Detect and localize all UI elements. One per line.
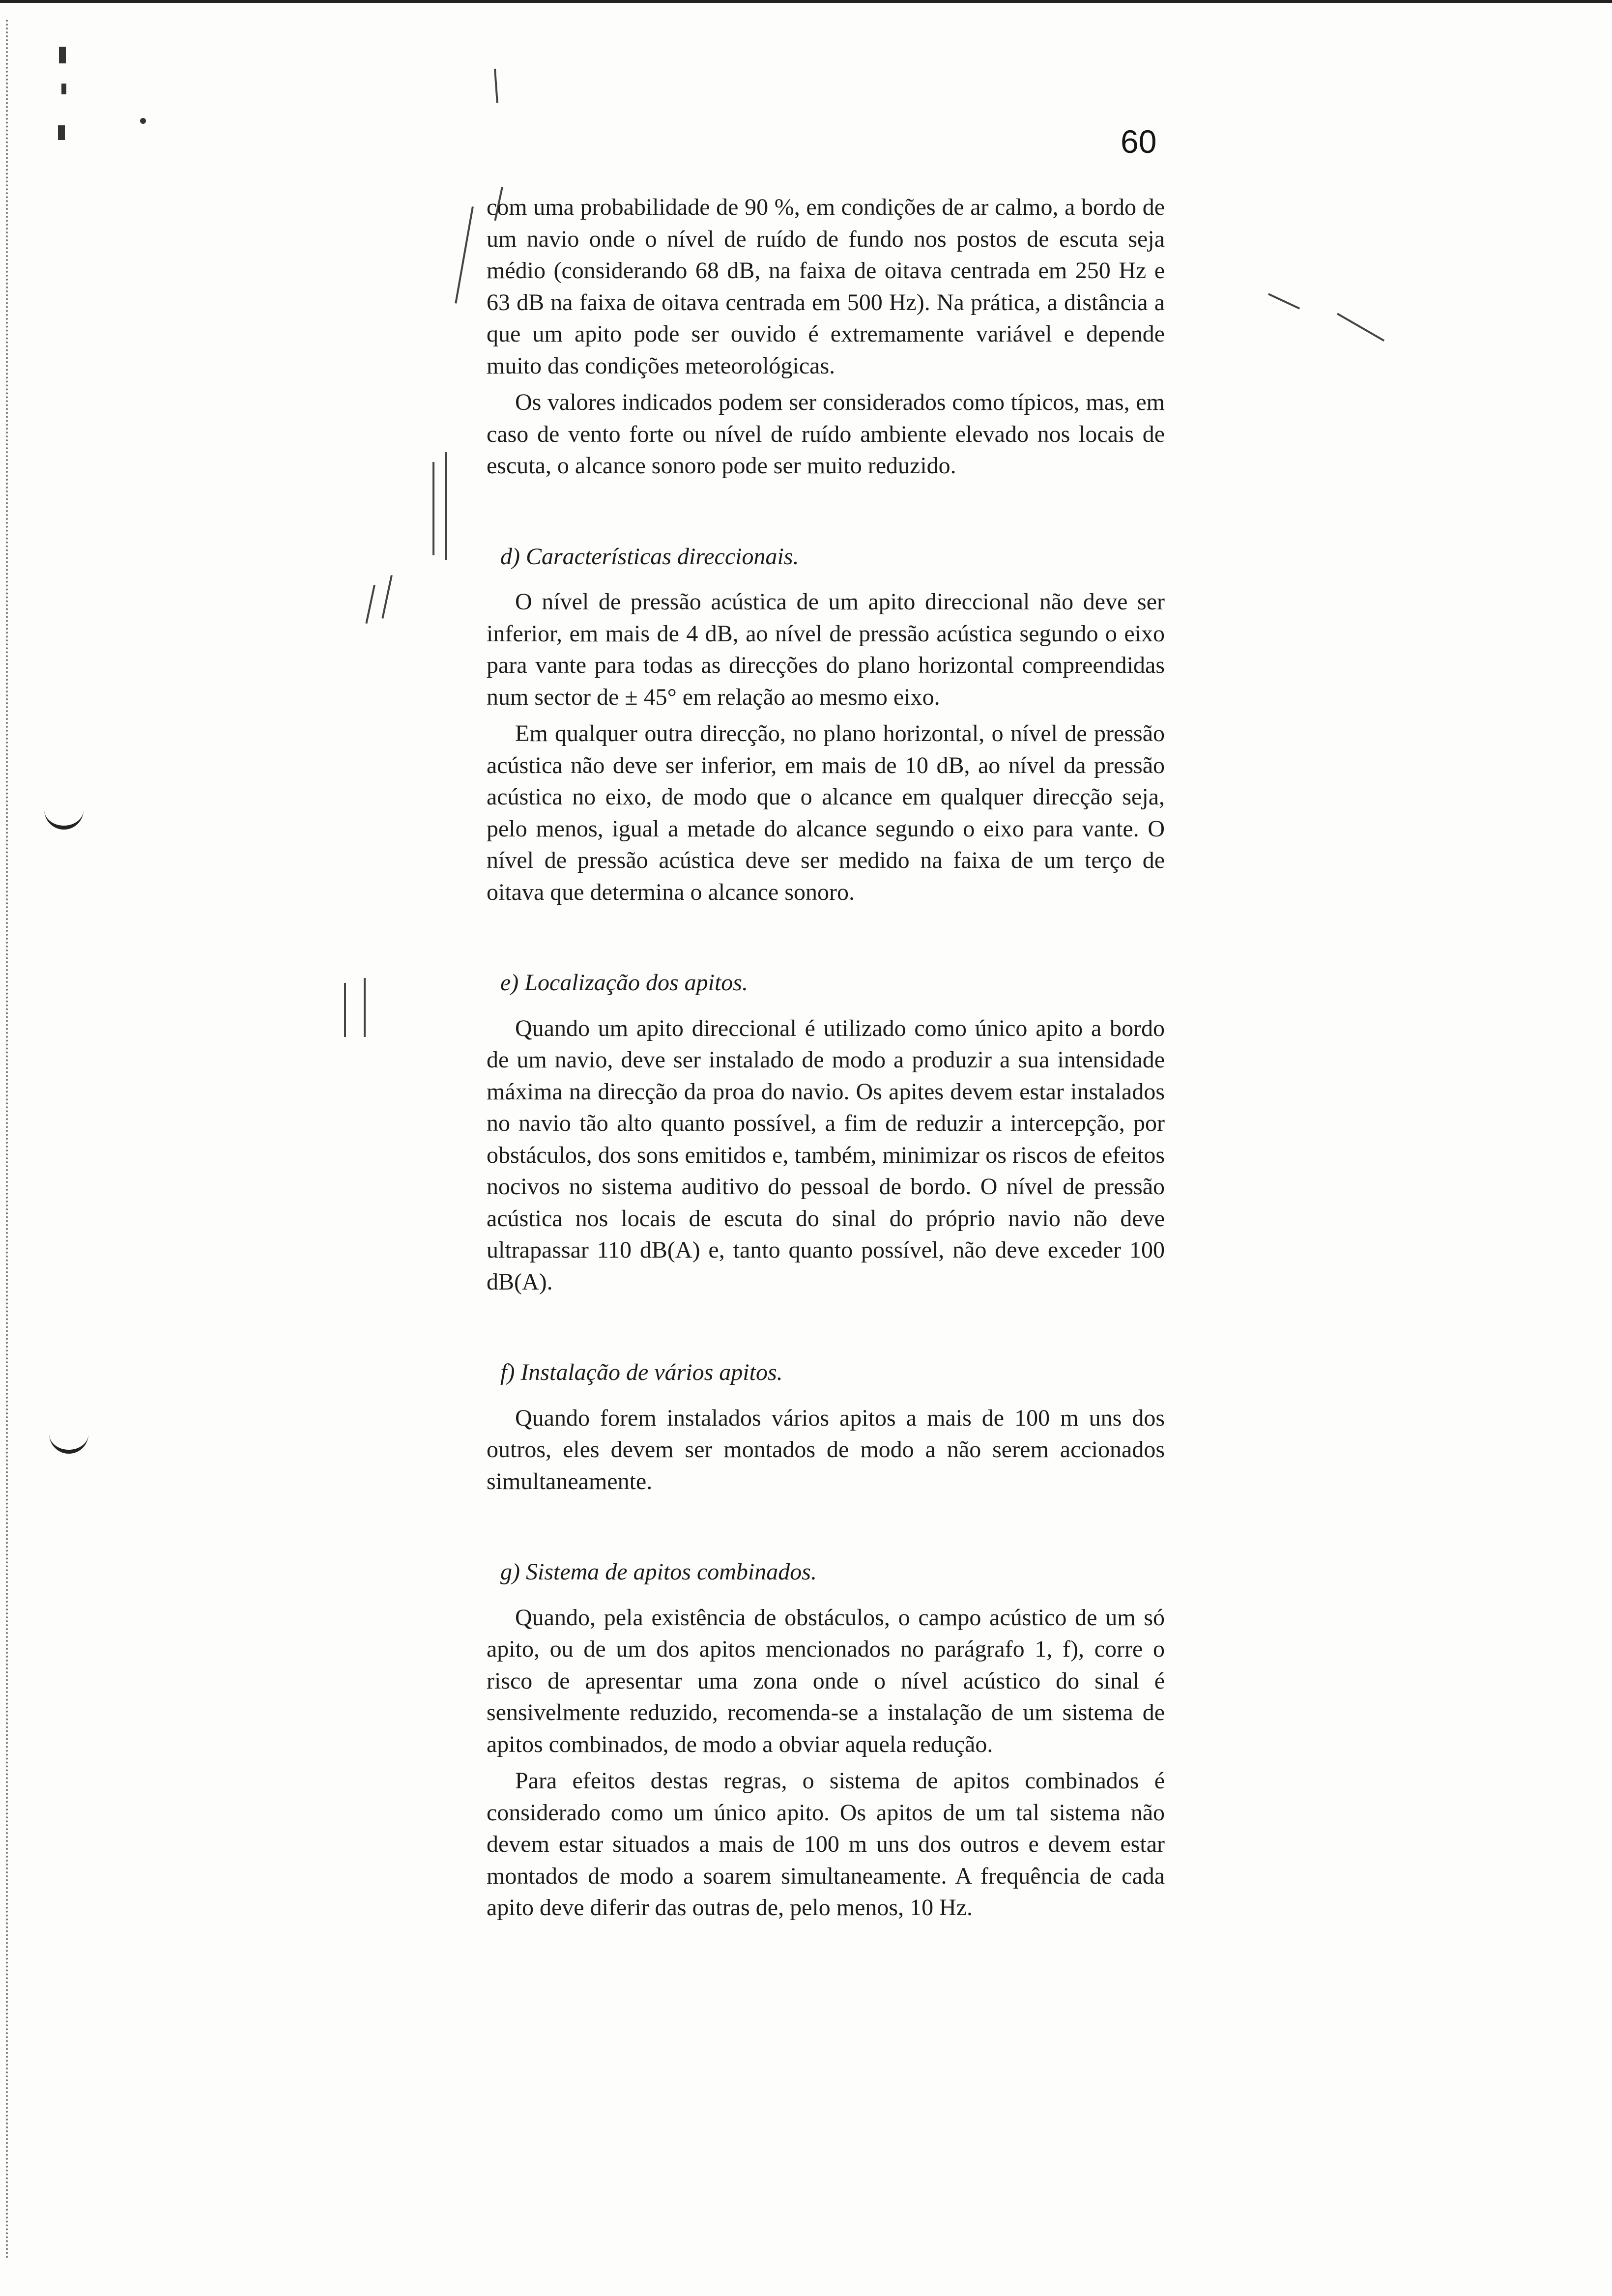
margin-pencil-stroke: [432, 462, 434, 555]
margin-pencil-stroke: [1268, 293, 1300, 309]
page-number: 60: [1121, 123, 1157, 160]
margin-pencil-stroke: [494, 69, 498, 103]
section-d-paragraph-2: Em qualquer outra direcção, no plano horizontal, o nível de pressão acústica não deve ser inferior, em mais de 10 dB, ao nível da pressão acústica no eixo, de modo que o alcance em qualquer direcção seja, pelo menos, igual a metade do alcance segundo o eixo para vante. O nível de pressão acústica deve ser medido na faixa de um terço de oitava que determina o alcance sonoro.: [487, 720, 1165, 905]
margin-hook-mark: [49, 1430, 88, 1454]
margin-mark: [140, 118, 146, 124]
margin-pencil-stroke: [344, 983, 346, 1037]
margin-pencil-stroke: [364, 978, 366, 1037]
margin-pencil-stroke: [1337, 313, 1384, 342]
section-f-heading: f) Instalação de vários apitos.: [500, 1359, 783, 1385]
section-g-paragraph-1: Quando, pela existência de obstáculos, o campo acústico de um só apito, ou de um dos apitos mencionados no parágrafo 1, f), corre o risco de apresentar uma zona onde o nível acústico do sinal é sensivelmente reduzido, recomenda-se a instalação de um sistema de apitos combinados, de modo a obviar aquela redução.: [487, 1604, 1165, 1757]
typical-values-paragraph: Os valores indicados podem ser considerados como típicos, mas, em caso de vento forte ou nível de ruído ambiente elevado nos locais de escuta, o alcance sonoro pode ser muito reduzido.: [487, 389, 1165, 479]
section-d-heading: d) Características direccionais.: [500, 543, 799, 570]
margin-mark: [61, 84, 66, 94]
margin-hook-mark: [44, 806, 84, 830]
margin-mark: [59, 47, 66, 63]
section-g-paragraph-2: Para efeitos destas regras, o sistema de apitos combinados é considerado como um único apito. Os apitos de um tal sistema não devem estar situados a mais de 100 m uns dos outros e devem estar montados de modo a soarem simultaneamente. A frequência de cada apito deve diferir das outras de, pelo menos, 10 Hz.: [487, 1768, 1165, 1921]
margin-pencil-stroke: [381, 575, 393, 619]
section-e-paragraph-1: Quando um apito direccional é utilizado como único apito a bordo de um navio, deve ser instalado de modo a produzir a sua intensidade máxima na direcção da proa do navio. Os apites devem estar instalados no navio tão alto quanto possível, a fim de reduzir a intercepção, por obstáculos, dos sons emitidos e, também, minimizar os riscos de efeitos nocivos no sistema auditivo do pessoal de bordo. O nível de pressão acústica nos locais de escuta do sinal do próprio navio não deve ultrapassar 110 dB(A) e, tanto quanto possível, não deve exceder 100 dB(A).: [487, 1015, 1165, 1295]
section-g-heading: g) Sistema de apitos combinados.: [500, 1559, 817, 1585]
intro-paragraph: com uma probabilidade de 90 %, em condições de ar calmo, a bordo de um navio onde o nível de ruído de fundo nos postos de escuta seja médio (considerando 68 dB, na faixa de oitava centrada em 250 Hz e 63 dB na faixa de oitava centrada em 500 Hz). Na prática, a distância a que um apito pode ser ouvido é extremamente variável e depende muito das condições meteorológicas.: [487, 194, 1165, 379]
left-margin-dotted-line: [6, 20, 8, 2261]
margin-mark: [58, 125, 65, 140]
section-f-paragraph-1: Quando forem instalados vários apitos a mais de 100 m uns dos outros, eles devem ser montados de modo a não serem accionados simultaneamente.: [487, 1405, 1165, 1494]
body-text-column: [487, 192, 1165, 1924]
margin-pencil-stroke: [365, 585, 375, 624]
margin-pencil-stroke: [445, 452, 447, 560]
top-border-line: [0, 0, 1612, 3]
margin-pencil-stroke: [455, 206, 474, 304]
section-e-heading: e) Localização dos apitos.: [500, 970, 748, 996]
section-d-paragraph-1: O nível de pressão acústica de um apito direccional não deve ser inferior, em mais de 4 dB, ao nível de pressão acústica segundo o eixo para vante para todas as direcções do plano horizontal compreendidas num sector de ± 45° em relação ao mesmo eixo.: [487, 589, 1165, 710]
